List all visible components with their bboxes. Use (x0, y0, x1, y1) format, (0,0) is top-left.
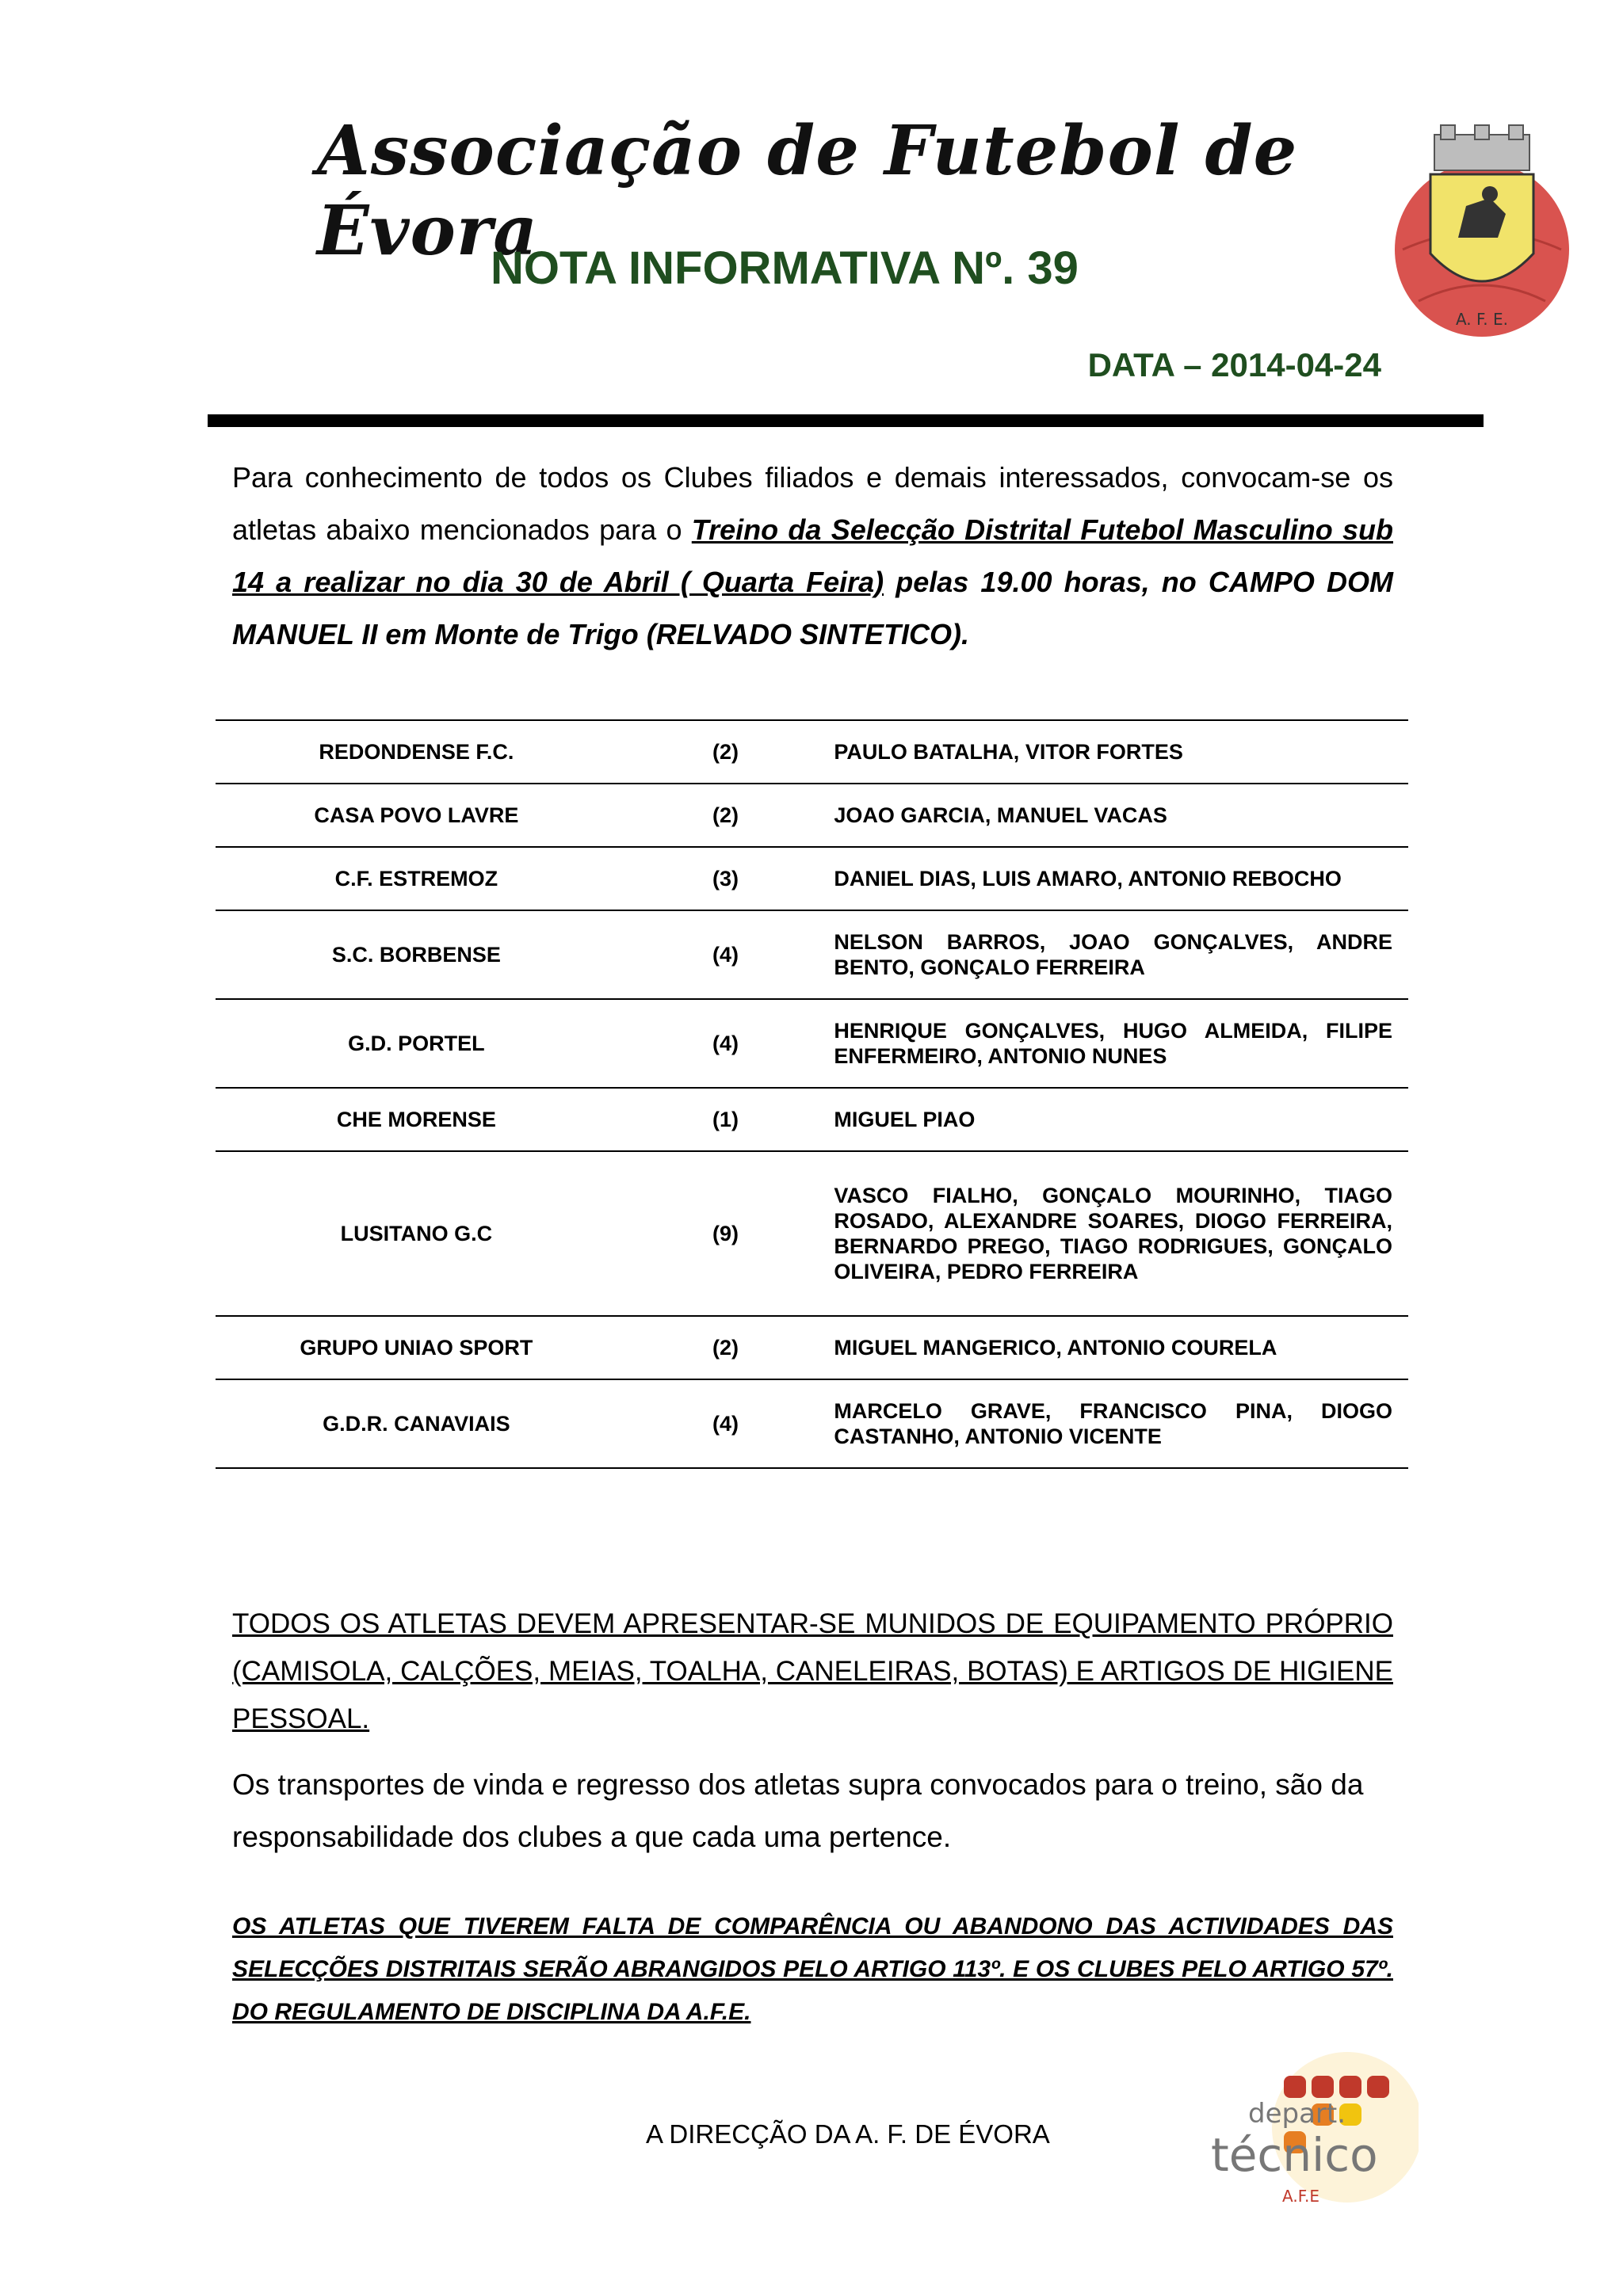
table-row (216, 1151, 1408, 1316)
player-count: (2) (617, 720, 834, 784)
player-list: NELSON BARROS, JOAO GONÇALVES, ANDRE BENTO, GONÇALO FERREIRA (834, 910, 1408, 999)
club-name: C.F. ESTREMOZ (216, 847, 617, 910)
equipment-notice: TODOS OS ATLETAS DEVEM APRESENTAR-SE MUNIDOS DE EQUIPAMENTO PRÓPRIO (CAMISOLA, CALÇÕES, MEIAS, TOALHA, CANELEIRAS, BOTAS) E ARTIGOS DE HIGIENE PESSOAL. (232, 1608, 1393, 1734)
association-title: Associação de Futebol de Évora (317, 111, 1298, 271)
player-list: DANIEL DIAS, LUIS AMARO, ANTONIO REBOCHO (834, 847, 1408, 910)
player-count: (2) (617, 1316, 834, 1379)
player-count: (4) (617, 999, 834, 1088)
table-row (216, 720, 1408, 784)
player-count: (4) (617, 1379, 834, 1468)
player-list: PAULO BATALHA, VITOR FORTES (834, 720, 1408, 784)
club-name: GRUPO UNIAO SPORT (216, 1316, 617, 1379)
header-divider (208, 414, 1484, 427)
player-list: HENRIQUE GONÇALVES, HUGO ALMEIDA, FILIPE ENFERMEIRO, ANTONIO NUNES (834, 999, 1408, 1088)
table-row (216, 1088, 1408, 1151)
table-row (216, 784, 1408, 847)
table-row (216, 999, 1408, 1088)
table-row (216, 1379, 1408, 1468)
player-count: (4) (617, 910, 834, 999)
club-name: G.D. PORTEL (216, 999, 617, 1088)
intro-text: Para conhecimento de todos os Clubes filiados e demais interessados, convocam-se os atletas abaixo mencionados para o (232, 461, 1393, 546)
player-count: (3) (617, 847, 834, 910)
player-list: MARCELO GRAVE, FRANCISCO PINA, DIOGO CASTANHO, ANTONIO VICENTE (834, 1379, 1408, 1468)
dept-logo-line3: A.F.E (1282, 2187, 1319, 2206)
club-name: S.C. BORBENSE (216, 910, 617, 999)
intro-training-highlight: Treino da Selecção Distrital Futebol Masculino sub 14 a realizar no dia 30 de Abril ( Quarta Feira) (232, 513, 1393, 598)
discipline-warning: OS ATLETAS QUE TIVEREM FALTA DE COMPARÊNCIA OU ABANDONO DAS ACTIVIDADES DAS SELECÇÕES DISTRITAIS SERÃO ABRANGIDOS PELO ARTIGO 113º. E OS CLUBES PELO ARTIGO 57º. DO REGULAMENTO DE DISCIPLINA DA A.F.E. (232, 1913, 1393, 2025)
player-count: (1) (617, 1088, 834, 1151)
table-row (216, 1316, 1408, 1379)
player-list: MIGUEL PIAO (834, 1088, 1408, 1151)
player-list: JOAO GARCIA, MANUEL VACAS (834, 784, 1408, 847)
dept-logo-line2: técnico (1211, 2128, 1378, 2182)
club-name: G.D.R. CANAVIAIS (216, 1379, 617, 1468)
player-count: (2) (617, 784, 834, 847)
player-count: (9) (617, 1151, 834, 1316)
player-list: MIGUEL MANGERICO, ANTONIO COURELA (834, 1316, 1408, 1379)
club-name: LUSITANO G.C (216, 1151, 617, 1316)
emblem-text: A. F. E. (1455, 310, 1509, 329)
club-name: CASA POVO LAVRE (216, 784, 617, 847)
signature: A DIRECÇÃO DA A. F. DE ÉVORA (646, 2119, 1050, 2149)
table-row (216, 910, 1408, 999)
dept-logo-line1: depart. (1248, 2098, 1346, 2130)
club-name: CHE MORENSE (216, 1088, 617, 1151)
document-date: DATA – 2014-04-24 (1087, 346, 1381, 383)
intro-location: pelas 19.00 horas, no CAMPO DOM MANUEL II em Monte de Trigo (RELVADO SINTETICO). (232, 566, 1393, 650)
club-name: REDONDENSE F.C. (216, 720, 617, 784)
transport-notice: Os transportes de vinda e regresso dos atletas supra convocados para o treino, são da responsabilidade dos clubes a que cada uma pertence. (232, 1768, 1364, 1853)
table-row (216, 847, 1408, 910)
player-list: VASCO FIALHO, GONÇALO MOURINHO, TIAGO ROSADO, ALEXANDRE SOARES, DIOGO FERREIRA, BERNARDO PREGO, TIAGO RODRIGUES, GONÇALO OLIVEIRA, PEDRO FERREIRA (834, 1151, 1408, 1316)
afe-emblem-logo (1371, 119, 1593, 341)
intro-paragraph (232, 452, 1393, 661)
convocados-table (216, 719, 1408, 1469)
page-title: NOTA INFORMATIVA Nº. 39 (491, 242, 1079, 294)
